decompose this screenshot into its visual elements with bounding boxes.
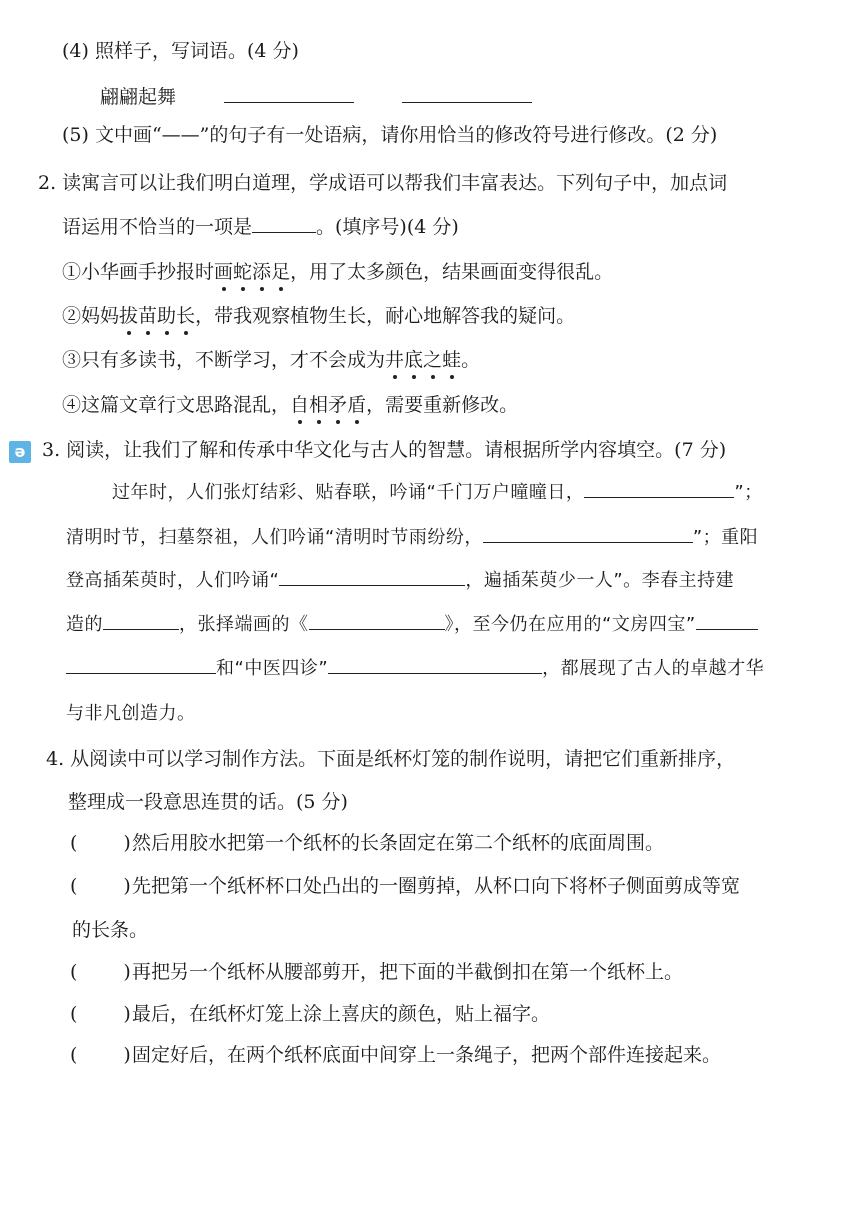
q4-order-input[interactable]: ( ) (70, 1044, 131, 1066)
q1-item4: (4) 照样子，写词语。(4 分) (62, 40, 299, 62)
q3-para-line-6: 与非凡创造力。 (66, 703, 196, 724)
q3-para-line-3 (66, 568, 734, 594)
q2-option-3 (62, 347, 480, 373)
q3-text: 和“中医四诊” (216, 658, 329, 679)
q4-step (70, 1042, 721, 1068)
q4-step-cont: 的长条。 (72, 919, 149, 941)
q2-option-2-text: ②妈妈 (62, 305, 120, 327)
q2-title-tail: 。(填序号)(4 分) (316, 216, 459, 238)
emphasis-dot-char: 自 (290, 394, 310, 416)
q3-title: 3. 阅读，让我们了解和传承中华文化与古人的智慧。请根据所学内容填空。(7 分) (42, 439, 727, 461)
q4-step (70, 830, 664, 856)
q3-text: 》，至今仍在应用的“文房四宝” (444, 614, 696, 635)
q3-blank-5[interactable] (309, 613, 445, 630)
q3-text: ”； (734, 482, 763, 503)
q4-step-text: 最后，在纸杯灯笼上涂上喜庆的颜色，贴上福字。 (132, 1003, 551, 1025)
q4-step (70, 959, 683, 985)
q3-para-line-2 (66, 525, 758, 551)
q1-answer-blank-2[interactable] (402, 86, 532, 103)
q2-option-2 (62, 303, 575, 329)
q2-option-1-tail: ，用了太多颜色，结果画面变得很乱。 (290, 261, 614, 283)
q2-option-1-text: ①小华画手抄报时 (62, 261, 215, 283)
q2-option-4-text: ④这篇文章行文思路混乱， (62, 394, 291, 416)
q3-para-line-1 (112, 480, 763, 506)
emphasis-dot-char: 之 (423, 349, 443, 371)
q3-text: ，都展现了古人的卓越才华 (542, 658, 765, 679)
q2-option-4-idiom (290, 394, 366, 416)
emphasis-dot-char: 长 (176, 305, 196, 327)
emphasis-dot-char: 苗 (138, 305, 158, 327)
q3-text: 过年时，人们张灯结彩、贴春联，吟诵“千门万户曈曈日， (112, 482, 585, 503)
q3-para-line-5 (66, 656, 764, 682)
emphasis-dot-char: 拔 (119, 305, 139, 327)
q2-title: 2. 读寓言可以让我们明白道理，学成语可以帮我们丰富表达。下列句子中，加点词 (38, 172, 728, 194)
q3-para-line-4 (66, 612, 758, 638)
q3-text: 清明时节，扫墓祭祖，人们吟诵“清明时节雨纷纷， (66, 527, 483, 548)
q4-order-input[interactable]: ( ) (70, 832, 131, 854)
q3-text: ，遍插茱萸少一人”。李春主持建 (465, 570, 735, 591)
q2-option-4 (62, 392, 518, 418)
q3-blank-6b[interactable] (66, 657, 216, 674)
emphasis-dot-char: 足 (271, 261, 291, 283)
q4-title-cont: 整理成一段意思连贯的话。(5 分) (68, 791, 348, 813)
q3-text: ，张择端画的《 (179, 614, 309, 635)
q3-text: 登高插茱萸时，人们吟诵“ (66, 570, 280, 591)
q2-option-2-idiom (119, 305, 195, 327)
q4-order-input[interactable]: ( ) (70, 1003, 131, 1025)
q1-example-word: 翩翩起舞 (100, 86, 177, 108)
q2-title-cont (62, 214, 459, 240)
emphasis-dot-char: 相 (309, 394, 329, 416)
q2-option-1-idiom (214, 261, 290, 283)
q3-blank-7[interactable] (328, 657, 542, 674)
q4-step-text: 固定好后，在两个纸杯底面中间穿上一条绳子，把两个部件连接起来。 (132, 1044, 722, 1066)
q2-option-3-idiom (385, 349, 461, 371)
emphasis-dot-char: 井 (385, 349, 405, 371)
q4-title: 4. 从阅读中可以学习制作方法。下面是纸杯灯笼的制作说明，请把它们重新排序， (46, 748, 736, 770)
q3-text: 造的 (66, 614, 103, 635)
emphasis-dot-char: 底 (404, 349, 424, 371)
q2-answer-blank[interactable] (252, 216, 316, 233)
q3-blank-1[interactable] (584, 481, 734, 498)
q2-title-text: 语运用不恰当的一项是 (62, 216, 253, 238)
emphasis-dot-char: 添 (252, 261, 272, 283)
emphasis-dot-char: 蛇 (233, 261, 253, 283)
q4-step-text: 再把另一个纸杯从腰部剪开，把下面的半截倒扣在第一个纸杯上。 (132, 961, 684, 983)
emphasis-dot-char: 画 (214, 261, 234, 283)
reading-marker-icon: ə (9, 441, 31, 463)
q1-example-row (100, 84, 532, 110)
q2-option-3-text: ③只有多读书，不断学习，才不会成为 (62, 349, 386, 371)
q3-blank-6a[interactable] (696, 613, 758, 630)
q3-text: ”；重阳 (692, 527, 759, 548)
emphasis-dot-char: 助 (157, 305, 177, 327)
q1-item5: (5) 文中画“——”的句子有一处语病，请你用恰当的修改符号进行修改。(2 分) (62, 124, 718, 146)
q4-step-text: 先把第一个纸杯杯口处凸出的一圈剪掉，从杯口向下将杯子侧面剪成等宽 (132, 875, 741, 897)
q4-step-text: 然后用胶水把第一个纸杯的长条固定在第二个纸杯的底面周围。 (132, 832, 665, 854)
q2-option-4-tail: ，需要重新修改。 (366, 394, 519, 416)
q4-order-input[interactable]: ( ) (70, 961, 131, 983)
emphasis-dot-char: 盾 (347, 394, 367, 416)
emphasis-dot-char: 矛 (328, 394, 348, 416)
q4-step (70, 873, 740, 899)
q1-answer-blank-1[interactable] (224, 86, 354, 103)
emphasis-dot-char: 蛙 (442, 349, 462, 371)
q2-option-2-tail: ，带我观察植物生长，耐心地解答我的疑问。 (195, 305, 576, 327)
q2-option-1 (62, 259, 613, 285)
q3-blank-4[interactable] (103, 613, 179, 630)
q3-blank-2[interactable] (483, 526, 693, 543)
q3-blank-3[interactable] (279, 569, 465, 586)
q4-step (70, 1001, 550, 1027)
q2-option-3-tail: 。 (461, 349, 481, 371)
q4-order-input[interactable]: ( ) (70, 875, 131, 897)
